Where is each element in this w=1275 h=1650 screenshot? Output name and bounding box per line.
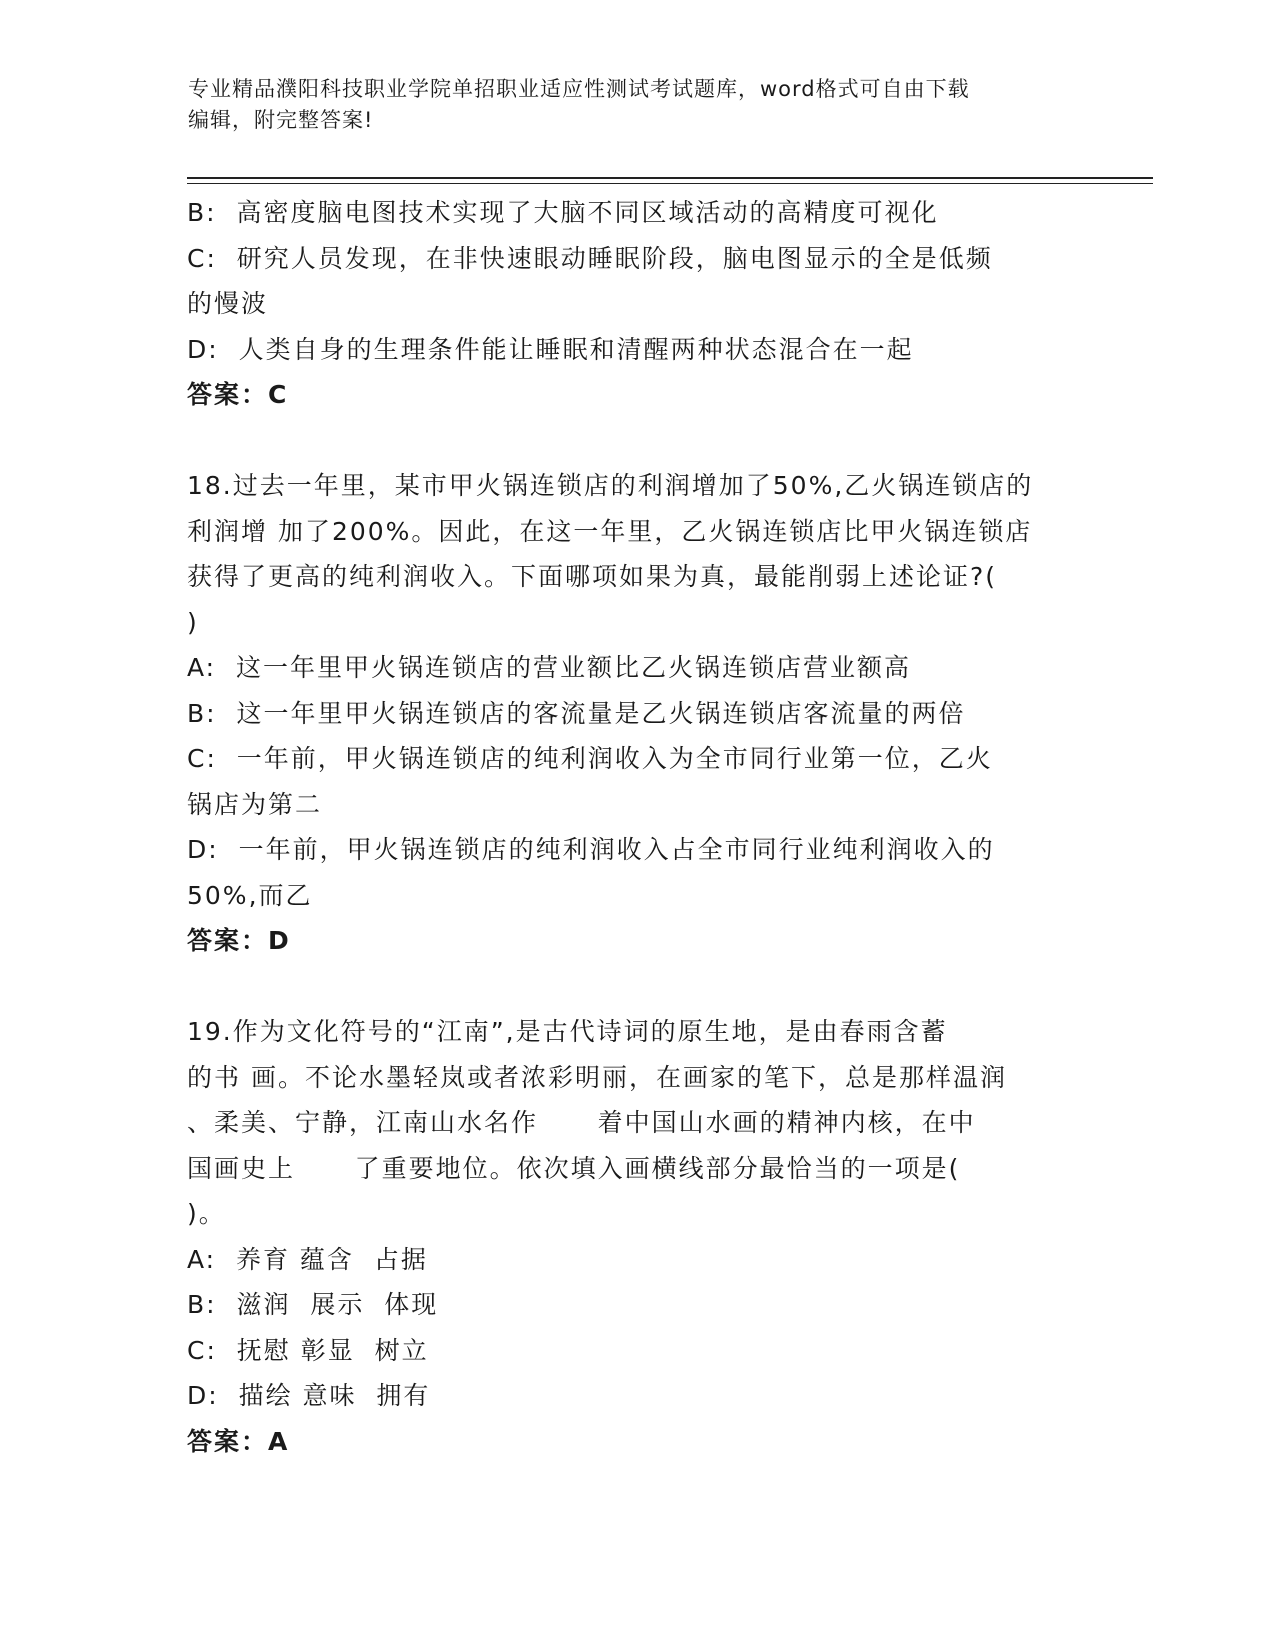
question-stem: 、柔美、宁静，江南山水名作 着中国山水画的精神内核，在中 [187, 1108, 976, 1137]
option-d: D: 人类自身的生理条件能让睡眠和清醒两种状态混合在一起 [187, 334, 914, 364]
answer: 答案：A [187, 1426, 290, 1456]
option-d: D: 一年前，甲火锅连锁店的纯利润收入占全市同行业纯利润收入的 [187, 835, 995, 864]
question-18 [187, 463, 1087, 964]
question-stem: )。 [187, 1199, 226, 1228]
option-c: C: 一年前，甲火锅连锁店的纯利润收入为全市同行业第一位，乙火 [187, 744, 993, 773]
option-c-continued: 锅店为第二 [187, 789, 323, 819]
header-line-2: 编辑，附完整答案! [188, 108, 374, 132]
document-body [187, 190, 1087, 1464]
option-a: A: 养育 蕴含 占据 [187, 1244, 428, 1274]
header-line-1: 专业精品濮阳科技职业学院单招职业适应性测试考试题库，word格式可自由下载 [188, 77, 970, 101]
question-17 [187, 190, 1087, 418]
question-stem: 利润增 加了200%。因此，在这一年里，乙火锅连锁店比甲火锅连锁店 [187, 516, 1033, 546]
header-rule-thick [187, 177, 1153, 179]
option-d: D: 描绘 意味 拥有 [187, 1381, 431, 1410]
question-stem: 获得了更高的纯利润收入。下面哪项如果为真，最能削弱上述论证?( [187, 562, 998, 591]
option-b: B: 高密度脑电图技术实现了大脑不同区域活动的高精度可视化 [187, 198, 939, 227]
question-stem: 19.作为文化符号的“江南”,是古代诗词的原生地，是由春雨含蓄 [187, 1017, 948, 1046]
question-19 [187, 1009, 1087, 1464]
question-stem: 18.过去一年里，某市甲火锅连锁店的利润增加了50%,乙火锅连锁店的 [187, 471, 1034, 500]
option-a: A: 这一年里甲火锅连锁店的营业额比乙火锅连锁店营业额高 [187, 653, 911, 682]
option-c: C: 抚慰 彰显 树立 [187, 1335, 429, 1365]
option-d-continued: 50%,而乙 [187, 880, 313, 910]
option-c-continued: 的慢波 [187, 289, 269, 318]
document-header [188, 74, 1068, 136]
option-b: B: 这一年里甲火锅连锁店的客流量是乙火锅连锁店客流量的两倍 [187, 698, 966, 728]
question-stem: ) [187, 607, 199, 637]
option-c: C: 研究人员发现，在非快速眼动睡眠阶段，脑电图显示的全是低频 [187, 243, 993, 273]
header-rule-thin [187, 183, 1153, 184]
answer: 答案：D [187, 926, 291, 955]
question-stem: 的书 画。不论水墨轻岚或者浓彩明丽，在画家的笔下，总是那样温润 [187, 1062, 1007, 1092]
option-b: B: 滋润 展示 体现 [187, 1290, 439, 1319]
answer: 答案：C [187, 380, 289, 409]
question-stem: 国画史上 了重要地位。依次填入画横线部分最恰当的一项是( [187, 1153, 961, 1183]
